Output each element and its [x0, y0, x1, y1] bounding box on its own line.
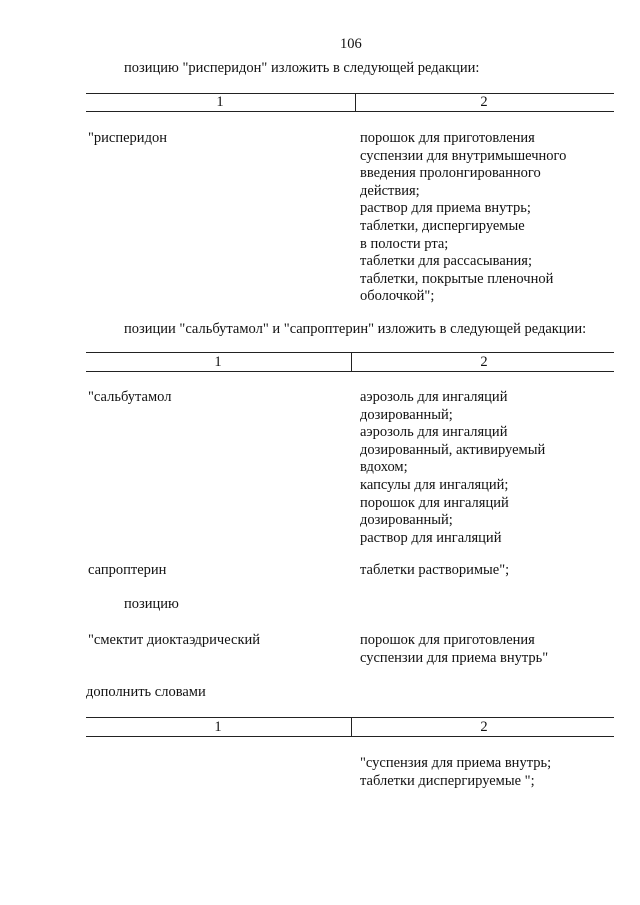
- dosage-form: суспензии для приема внутрь": [360, 649, 549, 666]
- dosage-form: таблетки для рассасывания;: [360, 253, 532, 270]
- dosage-form: вдохом;: [360, 459, 408, 476]
- dosage-form: дозированный, активируемый: [360, 441, 546, 458]
- column-header-1: 1: [216, 94, 224, 110]
- table-top-rule: [86, 93, 614, 94]
- table-column-divider: [351, 717, 352, 736]
- drug-name: сапроптерин: [88, 562, 167, 578]
- dosage-form: дозированный;: [360, 512, 453, 529]
- dosage-form: порошок для приготовления: [360, 130, 535, 146]
- dosage-form: таблетки диспергируемые ";: [360, 772, 535, 789]
- drug-name: "рисперидон: [88, 130, 167, 146]
- column-header-1: 1: [214, 354, 222, 370]
- drug-name: "смектит диоктаэдрический: [88, 632, 261, 648]
- dosage-form: таблетки, покрытые пленочной: [360, 270, 554, 287]
- dosage-form: суспензии для внутримышечного: [360, 147, 567, 164]
- dosage-form: дозированный;: [360, 406, 453, 423]
- dosage-form: порошок для приготовления: [360, 632, 535, 648]
- dosage-forms-list: [360, 389, 545, 547]
- section-intro: позиции "сальбутамол" и "сапроптерин" изложить в следующей редакции:: [124, 321, 587, 337]
- section-intro: позицию "рисперидон" изложить в следующей редакции:: [124, 60, 480, 76]
- table-header-rule: [86, 111, 614, 112]
- dosage-form: таблетки, диспергируемые: [360, 217, 525, 234]
- page-number: 106: [340, 36, 362, 52]
- dosage-form: "суспензия для приема внутрь;: [360, 755, 552, 771]
- dosage-form: аэрозоль для ингаляций: [360, 389, 508, 405]
- table-column-divider: [351, 352, 352, 371]
- table-top-rule: [86, 352, 614, 353]
- drug-name: "сальбутамол: [88, 389, 172, 405]
- dosage-form: аэрозоль для ингаляций: [360, 424, 508, 441]
- dosage-form: таблетки растворимые";: [360, 562, 510, 578]
- dosage-form: действия;: [360, 182, 420, 199]
- dosage-forms-list: [360, 130, 566, 306]
- section-intro: позицию: [124, 596, 179, 612]
- dosage-form: в полости рта;: [360, 235, 449, 252]
- dosage-form: раствор для ингаляций: [360, 529, 502, 546]
- table-header-rule: [86, 371, 614, 372]
- dosage-form: оболочкой";: [360, 288, 435, 305]
- section-intro: дополнить словами: [86, 684, 206, 700]
- table-header-rule: [86, 736, 614, 737]
- dosage-forms-list: [360, 632, 548, 667]
- column-header-2: 2: [480, 354, 488, 370]
- dosage-form: введения пролонгированного: [360, 165, 541, 182]
- table-column-divider: [355, 93, 356, 111]
- dosage-forms-list: [360, 755, 551, 790]
- column-header-2: 2: [480, 94, 488, 110]
- column-header-2: 2: [480, 719, 488, 735]
- dosage-form: капсулы для ингаляций;: [360, 476, 509, 493]
- dosage-form: порошок для ингаляций: [360, 494, 509, 511]
- table-top-rule: [86, 717, 614, 718]
- dosage-form: раствор для приема внутрь;: [360, 200, 531, 217]
- column-header-1: 1: [214, 719, 222, 735]
